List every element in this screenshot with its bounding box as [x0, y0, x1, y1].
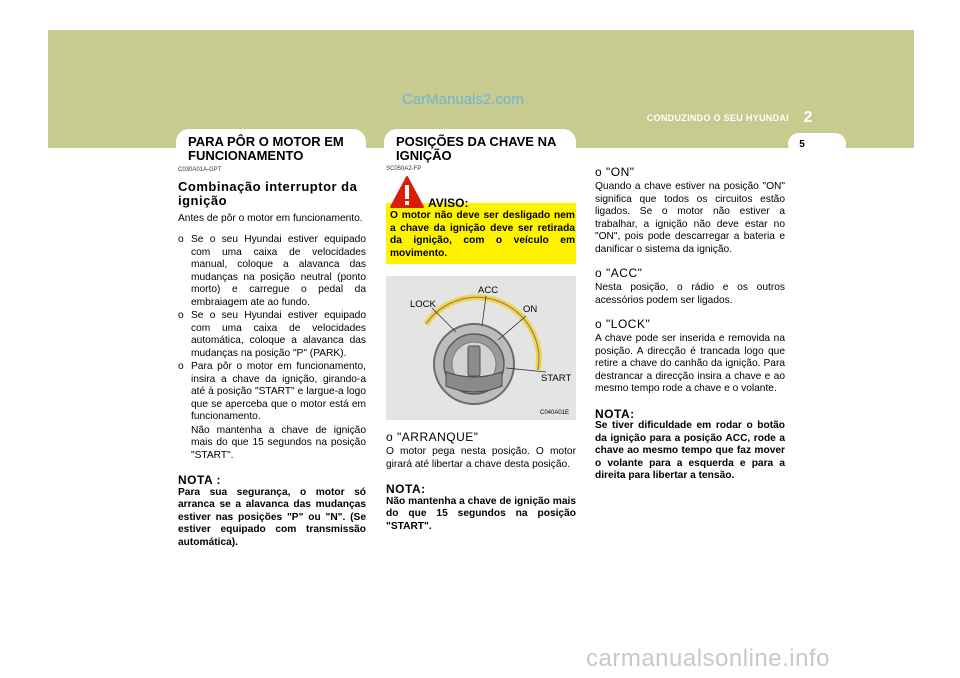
left-column — [178, 164, 366, 549]
middle-column-text — [386, 430, 576, 533]
label-lock: LOCK — [410, 299, 436, 310]
label-on: ON — [523, 304, 538, 315]
note-title: NOTA: — [595, 406, 635, 421]
list-item: o Se o seu Hyundai estiver equipado com uma caixa de velocidades manual, coloque a alavanca das mudanças na posição neutral (ponto morto) e carregue o pedal da embraiagem ate ao fundo. — [178, 234, 366, 308]
ignition-figure — [386, 276, 576, 420]
watermark-bottom[interactable]: carmanualsonline.info — [586, 645, 830, 672]
note-title: NOTA: — [386, 482, 426, 496]
label-start: START — [541, 373, 572, 384]
warning-body: O motor não deve ser desligado nem a chave da ignição deve ser retirada da ignição, com o veículo em movimento. — [390, 210, 575, 259]
lock-body: A chave pode ser inserida e removida na posição. A direcção é trancada logo que retire a chave do canhão da ignição. Para destrancar a direcção insira a chave e ao mesmo tempo rode a chave e o volante. — [595, 333, 785, 394]
ignition-switch-illustration — [386, 276, 576, 420]
middle-section-title: POSIÇÕES DA CHAVE NA IGNIÇÃO — [396, 134, 557, 163]
warning-icon — [389, 175, 425, 209]
note-body: Para sua segurança, o motor só arranca se a alavanca das mudanças estiver nas posições "P" ou "N". (Se estiver equipado com transmissão automática). — [178, 486, 366, 548]
arranque-body: O motor pega nesta posição. O motor girará até libertar a chave desta posição. — [386, 446, 576, 470]
watermark-top[interactable]: CarManuals2.com — [402, 91, 524, 108]
left-section-title: PARA PÔR O MOTOR EM FUNCIONAMENTO — [188, 134, 344, 163]
note-body: Se tiver dificuldade em rodar o botão da ignição para a posição ACC, rode a chave ao mesmo tempo que faz mover o volante para a esquerda e para a direita para libertar a tensão. — [595, 420, 785, 482]
list-item: o Para pôr o motor em funcionamento, insira a chave da ignição, girando-a até à posição "START" e largue-a logo que se aperceba que o motor está em funcionamento. — [178, 361, 366, 423]
acc-body: Nesta posição, o rádio e os outros acessórios podem ser ligados. — [595, 282, 785, 306]
lock-title: o "LOCK" — [595, 317, 651, 331]
arranque-title: o "ARRANQUE" — [386, 430, 479, 444]
section-heading: Combinação interruptor da ignição — [178, 178, 358, 208]
warning-title: AVISO: — [428, 196, 469, 210]
figure-code: C040A01E — [540, 410, 570, 416]
acc-title: o "ACC" — [595, 266, 643, 280]
on-title: o "ON" — [595, 165, 635, 179]
list-item: o Se o seu Hyundai estiver equipado com uma caixa de velocidades automática, coloque a alavanca das mudanças na posição "P" (PARK). — [178, 310, 366, 359]
page-number: 5 — [799, 139, 805, 150]
chapter-number: 2 — [803, 109, 813, 126]
intro-text: Antes de pôr o motor em funcionamento. — [178, 212, 363, 224]
right-column — [595, 165, 785, 483]
chapter-title: CONDUZINDO O SEU HYUNDAI — [646, 113, 789, 123]
list-item-continuation: Não mantenha a chave de ignição mais do que 15 segundos na posição "START". — [191, 424, 366, 461]
note-title: NOTA : — [178, 473, 221, 488]
section-code: C030A01A-GPT — [178, 167, 222, 173]
section-code: SC050A2-FP — [386, 166, 422, 172]
note-body: Não mantenha a chave de ignição mais do que 15 segundos na posição "START". — [386, 495, 576, 532]
on-body: Quando a chave estiver na posição "ON" significa que todos os circuitos estão ligados. Se o motor não estiver a trabalhar, a ignição não deve estar no "ON", pois pode descarregar a bateria e danificar o sistema da ignição. — [595, 181, 785, 255]
label-acc: ACC — [478, 285, 499, 296]
